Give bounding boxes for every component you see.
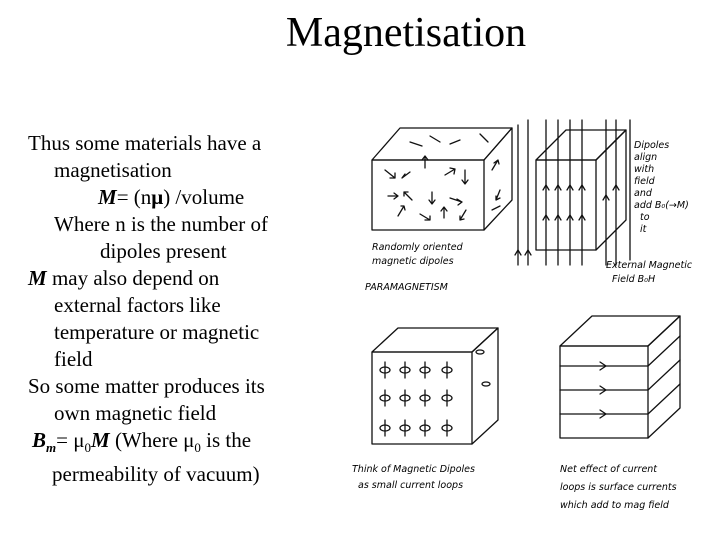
subscript-m: m xyxy=(46,440,57,456)
cube1-caption-2: magnetic dipoles xyxy=(372,256,454,267)
text-line: magnetisation xyxy=(54,158,172,182)
text-line: temperature or magnetic xyxy=(54,320,260,344)
cube4-caption-3: which add to mag field xyxy=(560,500,669,511)
formula-part: (Where μ xyxy=(109,428,195,452)
cube1-caption-3: PARAMAGNETISM xyxy=(365,282,448,293)
formula-part: = (n xyxy=(116,185,152,209)
formula-part: is the xyxy=(200,428,252,452)
cube-surface-currents xyxy=(560,316,680,438)
slide-title: Magnetisation xyxy=(285,10,527,56)
cube1-caption-1: Randomly oriented xyxy=(372,242,463,253)
cube-current-loops xyxy=(372,328,498,444)
cube4-caption-2: loops is surface currents xyxy=(560,482,677,493)
symbol-M: M xyxy=(98,185,117,209)
cube-random-dipoles xyxy=(372,128,512,230)
cube2-note-6: add B₀(→M) xyxy=(634,200,689,211)
cube2-caption-2: Field B₀H xyxy=(612,274,656,285)
text-line: dipoles present xyxy=(100,239,227,263)
cube2-note-3: with xyxy=(634,164,655,175)
cube2-caption-1: External Magnetic xyxy=(606,260,693,271)
formula-part: ) /volume xyxy=(163,185,245,209)
text-line: own magnetic field xyxy=(54,401,217,425)
cube2-note-8: it xyxy=(640,224,647,235)
cube2-note-7: to xyxy=(640,212,650,223)
symbol-mu: μ xyxy=(151,185,164,209)
cube-aligned-dipoles xyxy=(515,120,630,265)
text-line: So some matter produces its xyxy=(28,374,265,398)
cube2-note-4: field xyxy=(634,176,655,187)
text-line: Where n is the number of xyxy=(54,212,269,236)
text-line: external factors like xyxy=(54,293,221,317)
cube3-caption-2: as small current loops xyxy=(358,480,464,491)
text-line: Thus some materials have a xyxy=(28,131,262,155)
cube2-note-5: and xyxy=(634,188,652,199)
subscript-0: 0 xyxy=(84,440,91,456)
symbol-B: B xyxy=(32,428,47,452)
cube2-note-1: Dipoles xyxy=(634,140,670,151)
text-line: permeability of vacuum) xyxy=(52,462,260,487)
symbol-M: M xyxy=(91,428,110,452)
cube3-caption-1: Think of Magnetic Dipoles xyxy=(352,464,475,475)
symbol-M: M xyxy=(28,266,47,290)
text-part: may also depend on xyxy=(46,266,220,290)
text-line: field xyxy=(54,347,93,371)
formula-part: = μ xyxy=(56,428,85,452)
cube4-caption-1: Net effect of current xyxy=(560,464,658,475)
cube2-note-2: align xyxy=(634,152,658,163)
subscript-0: 0 xyxy=(194,440,201,456)
